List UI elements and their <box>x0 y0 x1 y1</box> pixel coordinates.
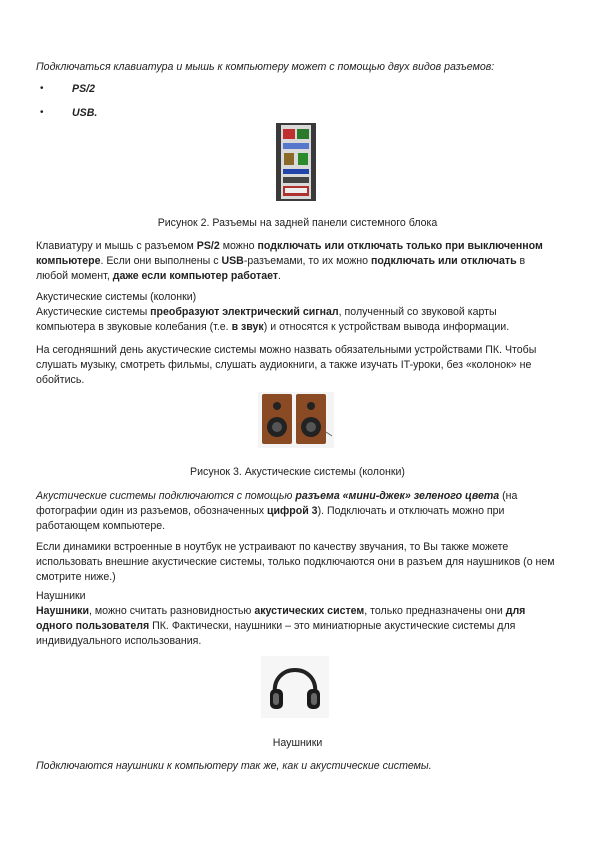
figure-caption-2: Рисунок 2. Разъемы на задней панели системного блока <box>157 217 438 229</box>
paragraph-speakers-function: Акустические системы преобразуют электрический сигнал, полученный со звуковой карты компьютера в звуковые колебания (т.е. в звук) и относятся к устройствам вывода информации. <box>36 306 510 333</box>
paragraph-speakers-usage: На сегодняшний день акустические системы можно назвать обязательными устройствами ПК. Чтобы слушать музыку, смотреть фильмы, слушать аудиокниги, а также изучать IT-уроки, без «колонок» не обойтись. <box>36 344 537 386</box>
paragraph-laptop-speakers: Если динамики встроенные в ноутбук не устраивают по качеству звучания, то Вы также можете использовать внешние акустические системы, только подключаются они в разъем для наушников (о нем смотрите ниже.) <box>36 541 555 583</box>
intro-text: Подключаться клавиатура и мышь к компьютеру может с помощью двух видов разъемов: <box>36 61 495 73</box>
headphones-photo <box>261 656 329 718</box>
paragraph-headphones: Наушники, можно считать разновидностью акустических систем, только предназначены они для одного пользователя ПК. Фактически, наушники – это миниатюрные акустические системы для индивидуального использования. <box>36 605 526 647</box>
back-panel-photo <box>276 123 316 201</box>
list-item-usb: USB. <box>72 107 98 119</box>
paragraph-ps2-usb: Клавиатуру и мышь с разъемом PS/2 можно подключать или отключать только при выключенном компьютере. Если они выполнены с USB-разъемами, то их можно подключать или отключать в любой момент, даже если компьютер работает. <box>36 240 543 282</box>
section-heading-headphones: Наушники <box>36 590 86 602</box>
list-bullet: • <box>40 83 44 94</box>
outro-text: Подключаются наушники к компьютеру так же, как и акустические системы. <box>36 760 432 772</box>
paragraph-speakers-connection: Акустические системы подключаются с помощью разъема «мини-джек» зеленого цвета (на фотографии один из разъемов, обозначенных цифрой 3). Подключать и отключать можно при работающем компьютере. <box>36 490 518 532</box>
section-heading-speakers: Акустические системы (колонки) <box>36 291 197 303</box>
list-item-ps2: PS/2 <box>72 83 95 95</box>
list-bullet: • <box>40 107 44 118</box>
speakers-photo <box>258 392 334 448</box>
figure-caption-3: Рисунок 3. Акустические системы (колонки) <box>190 466 405 478</box>
figure-caption-4: Наушники <box>272 737 323 749</box>
